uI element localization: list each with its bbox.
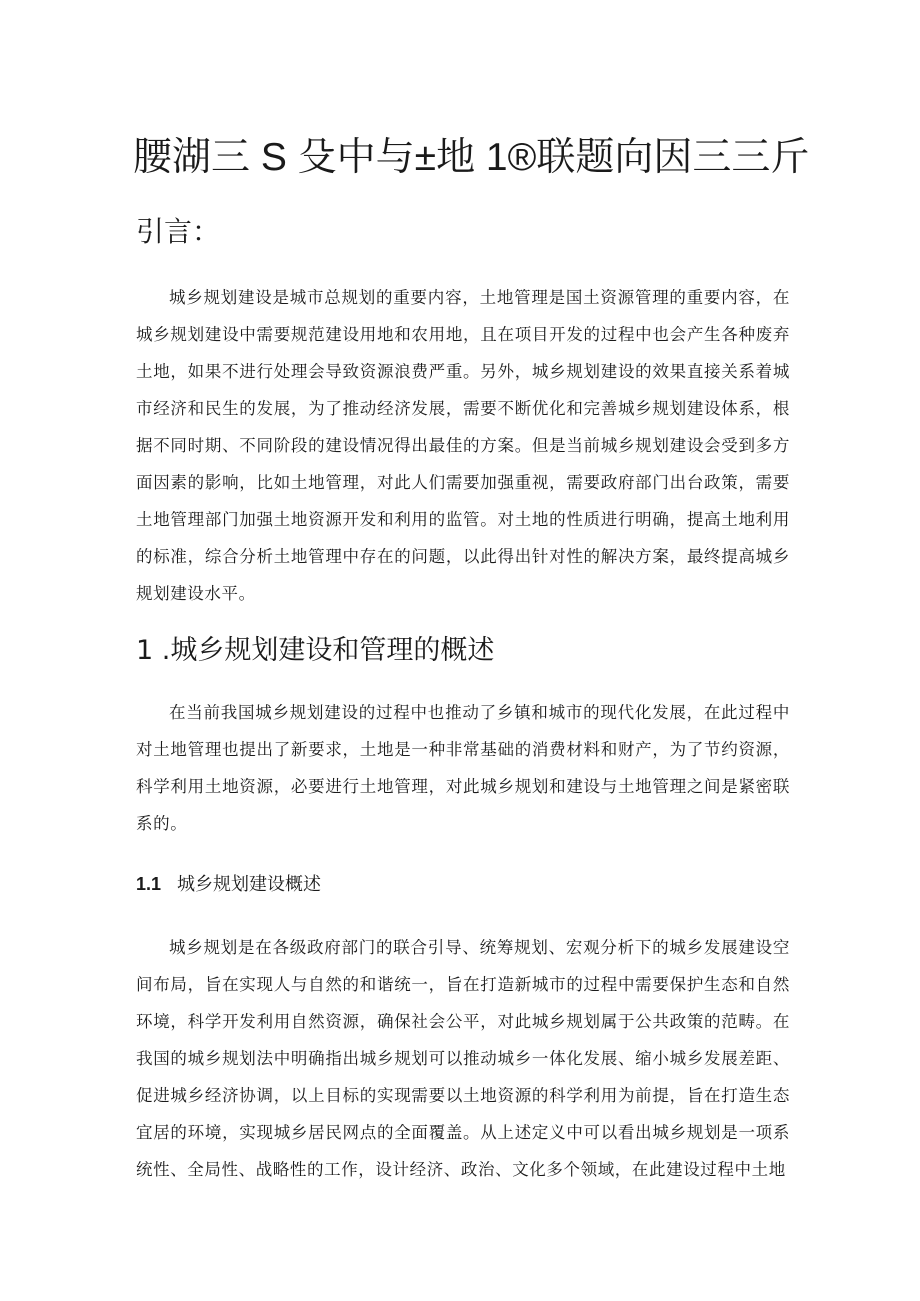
section-1-1-paragraph: 城乡规划是在各级政府部门的联合引导、统筹规划、宏观分析下的城乡发展建设空间布局，旨在实现人与自然的和谐统一，旨在打造新城市的过程中需要保护生态和自然环境，科学开发利用自然资源，确保社会公平，对此城乡规划属于公共政策的范畴。在我国的城乡规划法中明确指出城乡规划可以推动城乡一体化发展、缩小城乡发展差距、促进城乡经济协调，以上目标的实现需要以土地资源的科学利用为前提，旨在打造生态宜居的环境，实现城乡居民网点的全面覆盖。从上述定义中可以看出城乡规划是一项系统性、全局性、战略性的工作，设计经济、政治、文化多个领域，在此建设过程中土地 (136, 938, 790, 1179)
section-1-1-title: 城乡规划建设概述 (177, 874, 322, 895)
section-1-1-heading (136, 867, 321, 902)
document-title: 腰湖三 S 殳中与±地 1®联题向因三三斤 (133, 136, 810, 179)
intro-heading: 引言： (136, 215, 221, 248)
section-1-paragraph: 在当前我国城乡规划建设的过程中也推动了乡镇和城市的现代化发展，在此过程中对土地管理也提出了新要求，土地是一种非常基础的消费材料和财产，为了节约资源，科学利用土地资源，必要进行土地管理，对此城乡规划和建设与土地管理之间是紧密联系的。 (136, 703, 790, 833)
section-1-heading: 1 .城乡规划建设和管理的概述 (136, 635, 495, 666)
intro-paragraph: 城乡规划建设是城市总规划的重要内容，土地管理是国土资源管理的重要内容，在城乡规划建设中需要规范建设用地和农用地，且在项目开发的过程中也会产生各种废弃土地，如果不进行处理会导致资源浪费严重。另外，城乡规划建设的效果直接关系着城市经济和民生的发展，为了推动经济发展，需要不断优化和完善城乡规划建设体系，根据不同时期、不同阶段的建设情况得出最佳的方案。但是当前城乡规划建设会受到多方面因素的影响，比如土地管理，对此人们需要加强重视，需要政府部门出台政策，需要土地管理部门加强土地资源开发和利用的监管。对土地的性质进行明确，提高土地利用的标准，综合分析土地管理中存在的问题，以此得出针对性的解决方案，最终提高城乡规划建设水平。 (136, 288, 790, 603)
section-1-1-number: 1.1 (136, 874, 162, 894)
